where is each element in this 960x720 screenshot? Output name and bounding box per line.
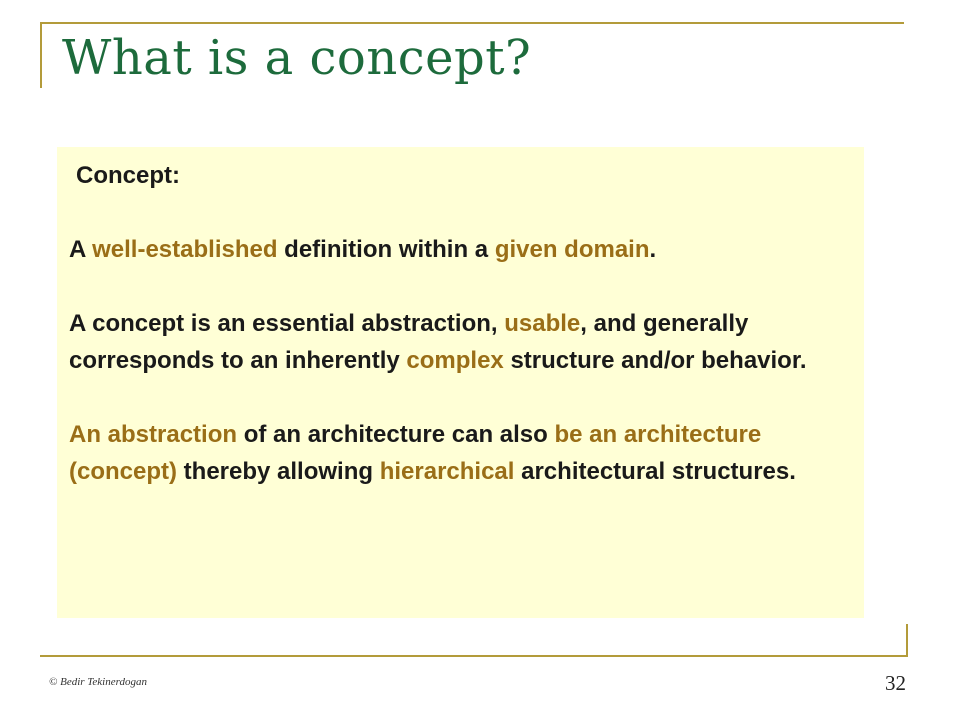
architecture-highlight-2: be an architecture (concept) (69, 421, 762, 485)
definition-paragraph (69, 231, 859, 268)
architecture-text-2: thereby allowing (177, 458, 380, 485)
abstraction-text-3: structure and/or behavior. (503, 347, 807, 374)
frame-bottom-line (40, 655, 908, 657)
abstraction-paragraph (69, 305, 859, 379)
definition-text-1: A (69, 236, 93, 263)
frame-top-line (40, 22, 904, 24)
abstraction-highlight-2: complex (406, 347, 504, 374)
content-text (69, 157, 859, 490)
abstraction-text-2: , and generally corresponds to an inherently (69, 310, 749, 374)
definition-highlight-2: given domain (494, 236, 650, 263)
architecture-highlight-1: An abstraction (69, 421, 238, 448)
abstraction-highlight-1: usable (504, 310, 581, 337)
definition-highlight-1: well-established (92, 236, 278, 263)
architecture-text-3: architectural structures. (514, 458, 796, 485)
footer-credit: © Bedir Tekinerdogan (49, 676, 147, 688)
content-box (57, 147, 864, 618)
abstraction-text-1: A concept is an essential abstraction, (69, 310, 505, 337)
frame-left-line (40, 22, 42, 88)
architecture-paragraph (69, 416, 859, 490)
frame-right-line (906, 624, 908, 657)
page-number: 32 (885, 671, 906, 695)
architecture-highlight-3: hierarchical (379, 458, 515, 485)
slide-title: What is a concept? (62, 30, 532, 86)
definition-text-3: . (649, 236, 657, 263)
architecture-text-1: of an architecture can also (237, 421, 555, 448)
concept-heading: Concept: (76, 162, 180, 189)
definition-text-2: definition within a (277, 236, 495, 263)
